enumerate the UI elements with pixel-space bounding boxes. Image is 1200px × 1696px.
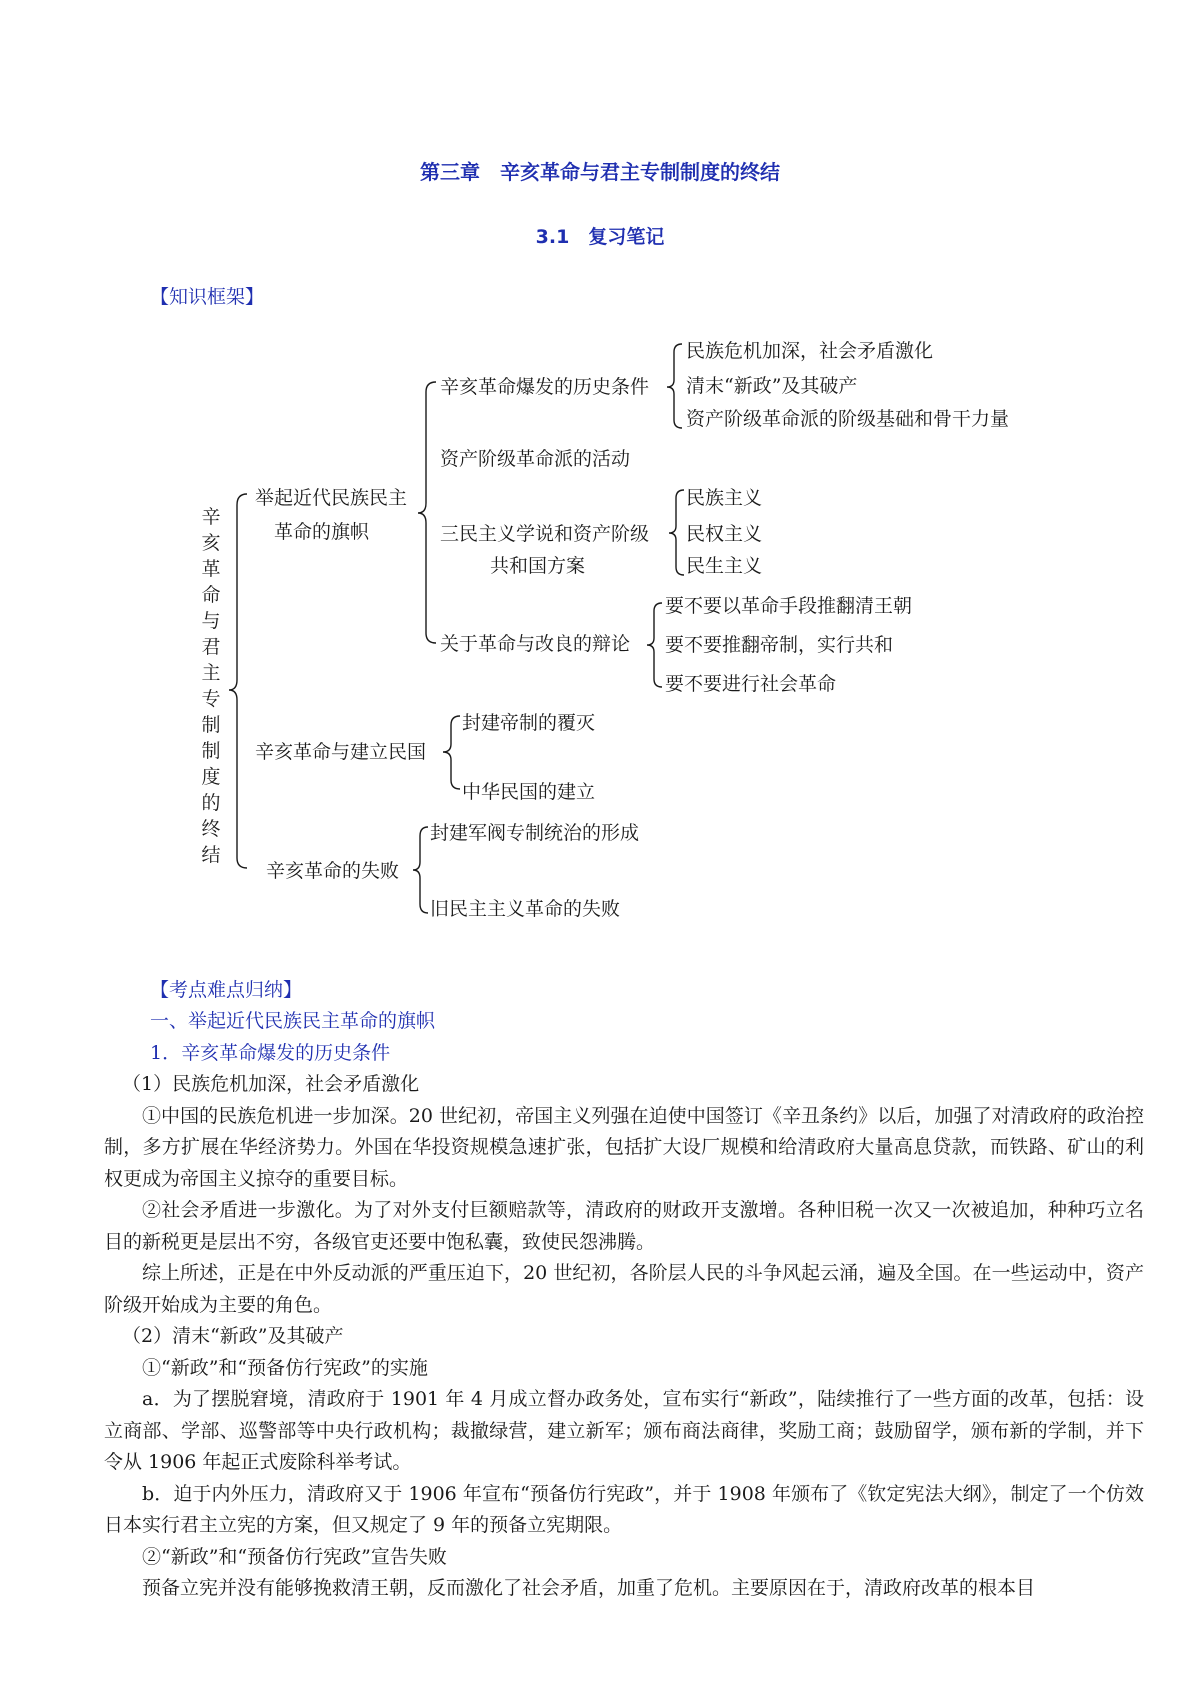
b1-3-1: 民族主义 [686, 487, 763, 509]
b1-4-3: 要不要进行社会革命 [665, 673, 837, 695]
b1-4-1: 要不要以革命手段推翻清王朝 [665, 595, 913, 617]
b1-1-3: 资产阶级革命派的阶级基础和骨干力量 [686, 408, 1010, 430]
body-text [104, 1069, 1144, 1605]
branch2-brace [443, 716, 460, 789]
root-char: 辛 [201, 506, 221, 528]
subheading: （2）清末“新政”及其破产 [122, 1325, 344, 1347]
b3-2: 旧民主主义革命的失败 [430, 898, 621, 920]
root-char: 的 [201, 792, 221, 814]
branch1-brace [418, 382, 436, 643]
root-char: 制 [201, 714, 221, 736]
paragraph: a．为了摆脱窘境，清政府于 1901 年 4 月成立督办政务处，宣布实行“新政”，陆续推行了一些方面的改革，包括：设立商部、学部、巡警部等中央行政机构；裁撤绿营，建立新军；颁布商法商律，奖励工商；鼓励留学，颁布新的学制，并下令从 1906 年起正式废除科举考试。 [104, 1388, 1144, 1473]
section-title: 3.1 复习笔记 [535, 226, 665, 248]
paragraph: 预备立宪并没有能够挽救清王朝，反而激化了社会矛盾，加重了危机。主要原因在于，清政府改革的根本目 [142, 1577, 1036, 1599]
paragraph: b．迫于内外压力，清政府又于 1906 年宣布“预备仿行宪政”，并于 1908 年颁布了《钦定宪法大纲》，制定了一个仿效日本实行君主立宪的方案，但又规定了 9 年的预备立宪期限。 [104, 1482, 1144, 1536]
framework-header: 【知识框架】 [150, 286, 265, 308]
subheading: ①“新政”和“预备仿行宪政”的实施 [142, 1356, 428, 1379]
root-char: 革 [201, 558, 221, 580]
b1-1-brace [667, 344, 682, 428]
subheading: （1）民族危机加深，社会矛盾激化 [122, 1073, 420, 1095]
subheading: ②“新政”和“预备仿行宪政”宣告失败 [142, 1545, 447, 1568]
b1-1-2: 清末“新政”及其破产 [686, 375, 858, 397]
b2-2: 中华民国的建立 [462, 781, 596, 803]
root-char: 与 [201, 610, 221, 632]
b1-4-label: 关于革命与改良的辩论 [440, 633, 631, 655]
b1-4-2: 要不要推翻帝制，实行共和 [665, 634, 894, 656]
b1-1-label: 辛亥革命爆发的历史条件 [440, 376, 650, 398]
b1-2-label: 资产阶级革命派的活动 [440, 448, 631, 470]
b2-1: 封建帝制的覆灭 [462, 712, 596, 734]
root-char: 终 [201, 818, 221, 840]
paragraph: 综上所述，正是在中外反动派的严重压迫下，20 世纪初，各阶层人民的斗争风起云涌，遍及全国。在一些运动中，资产阶级开始成为主要的角色。 [104, 1262, 1144, 1316]
root-char: 专 [201, 688, 221, 710]
b1-3-label-line1: 三民主义学说和资产阶级 [440, 523, 650, 545]
root-char: 制 [201, 740, 221, 762]
root-char: 主 [201, 662, 221, 684]
heading-1: 一、举起近代民族民主革命的旗帜 [150, 1010, 436, 1032]
b1-4-brace [647, 603, 662, 687]
heading-1-1: 1．辛亥革命爆发的历史条件 [150, 1042, 391, 1064]
b1-3-label-line2: 共和国方案 [490, 555, 586, 577]
root-char: 度 [201, 766, 221, 788]
root-brace [229, 494, 247, 868]
root-char: 亥 [201, 532, 221, 554]
paragraph: ②社会矛盾进一步激化。为了对外支付巨额赔款等，清政府的财政开支激增。各种旧税一次又一次被追加，种种巧立名目的新税更是层出不穷，各级官吏还要中饱私囊，致使民怨沸腾。 [104, 1199, 1144, 1253]
branch3-label: 辛亥革命的失败 [266, 860, 400, 882]
tree-root-label [201, 506, 220, 866]
root-char: 结 [201, 844, 221, 866]
key-points-header: 【考点难点归纳】 [150, 979, 303, 1001]
root-char: 君 [201, 636, 221, 658]
branch1-label-line1: 举起近代民族民主 [255, 487, 408, 509]
b1-3-2: 民权主义 [686, 523, 763, 545]
b1-1-1: 民族危机加深，社会矛盾激化 [686, 340, 934, 362]
branch1-label-line2: 革命的旗帜 [274, 521, 370, 543]
b3-1: 封建军阀专制统治的形成 [430, 822, 640, 844]
paragraph: ①中国的民族危机进一步加深。20 世纪初，帝国主义列强在迫使中国签订《辛丑条约》以后，加强了对清政府的政治控制，多方扩展在华经济势力。外国在华投资规模急速扩张，包括扩大设厂规模和给清政府大量高息贷款，而铁路、矿山的利权更成为帝国主义掠夺的重要目标。 [104, 1104, 1144, 1190]
b1-3-brace [669, 490, 684, 575]
b1-3-3: 民生主义 [686, 555, 763, 577]
branch3-brace [413, 827, 428, 913]
branch2-label: 辛亥革命与建立民国 [255, 741, 427, 763]
chapter-title: 第三章 辛亥革命与君主专制制度的终结 [420, 160, 780, 184]
root-char: 命 [201, 584, 221, 606]
